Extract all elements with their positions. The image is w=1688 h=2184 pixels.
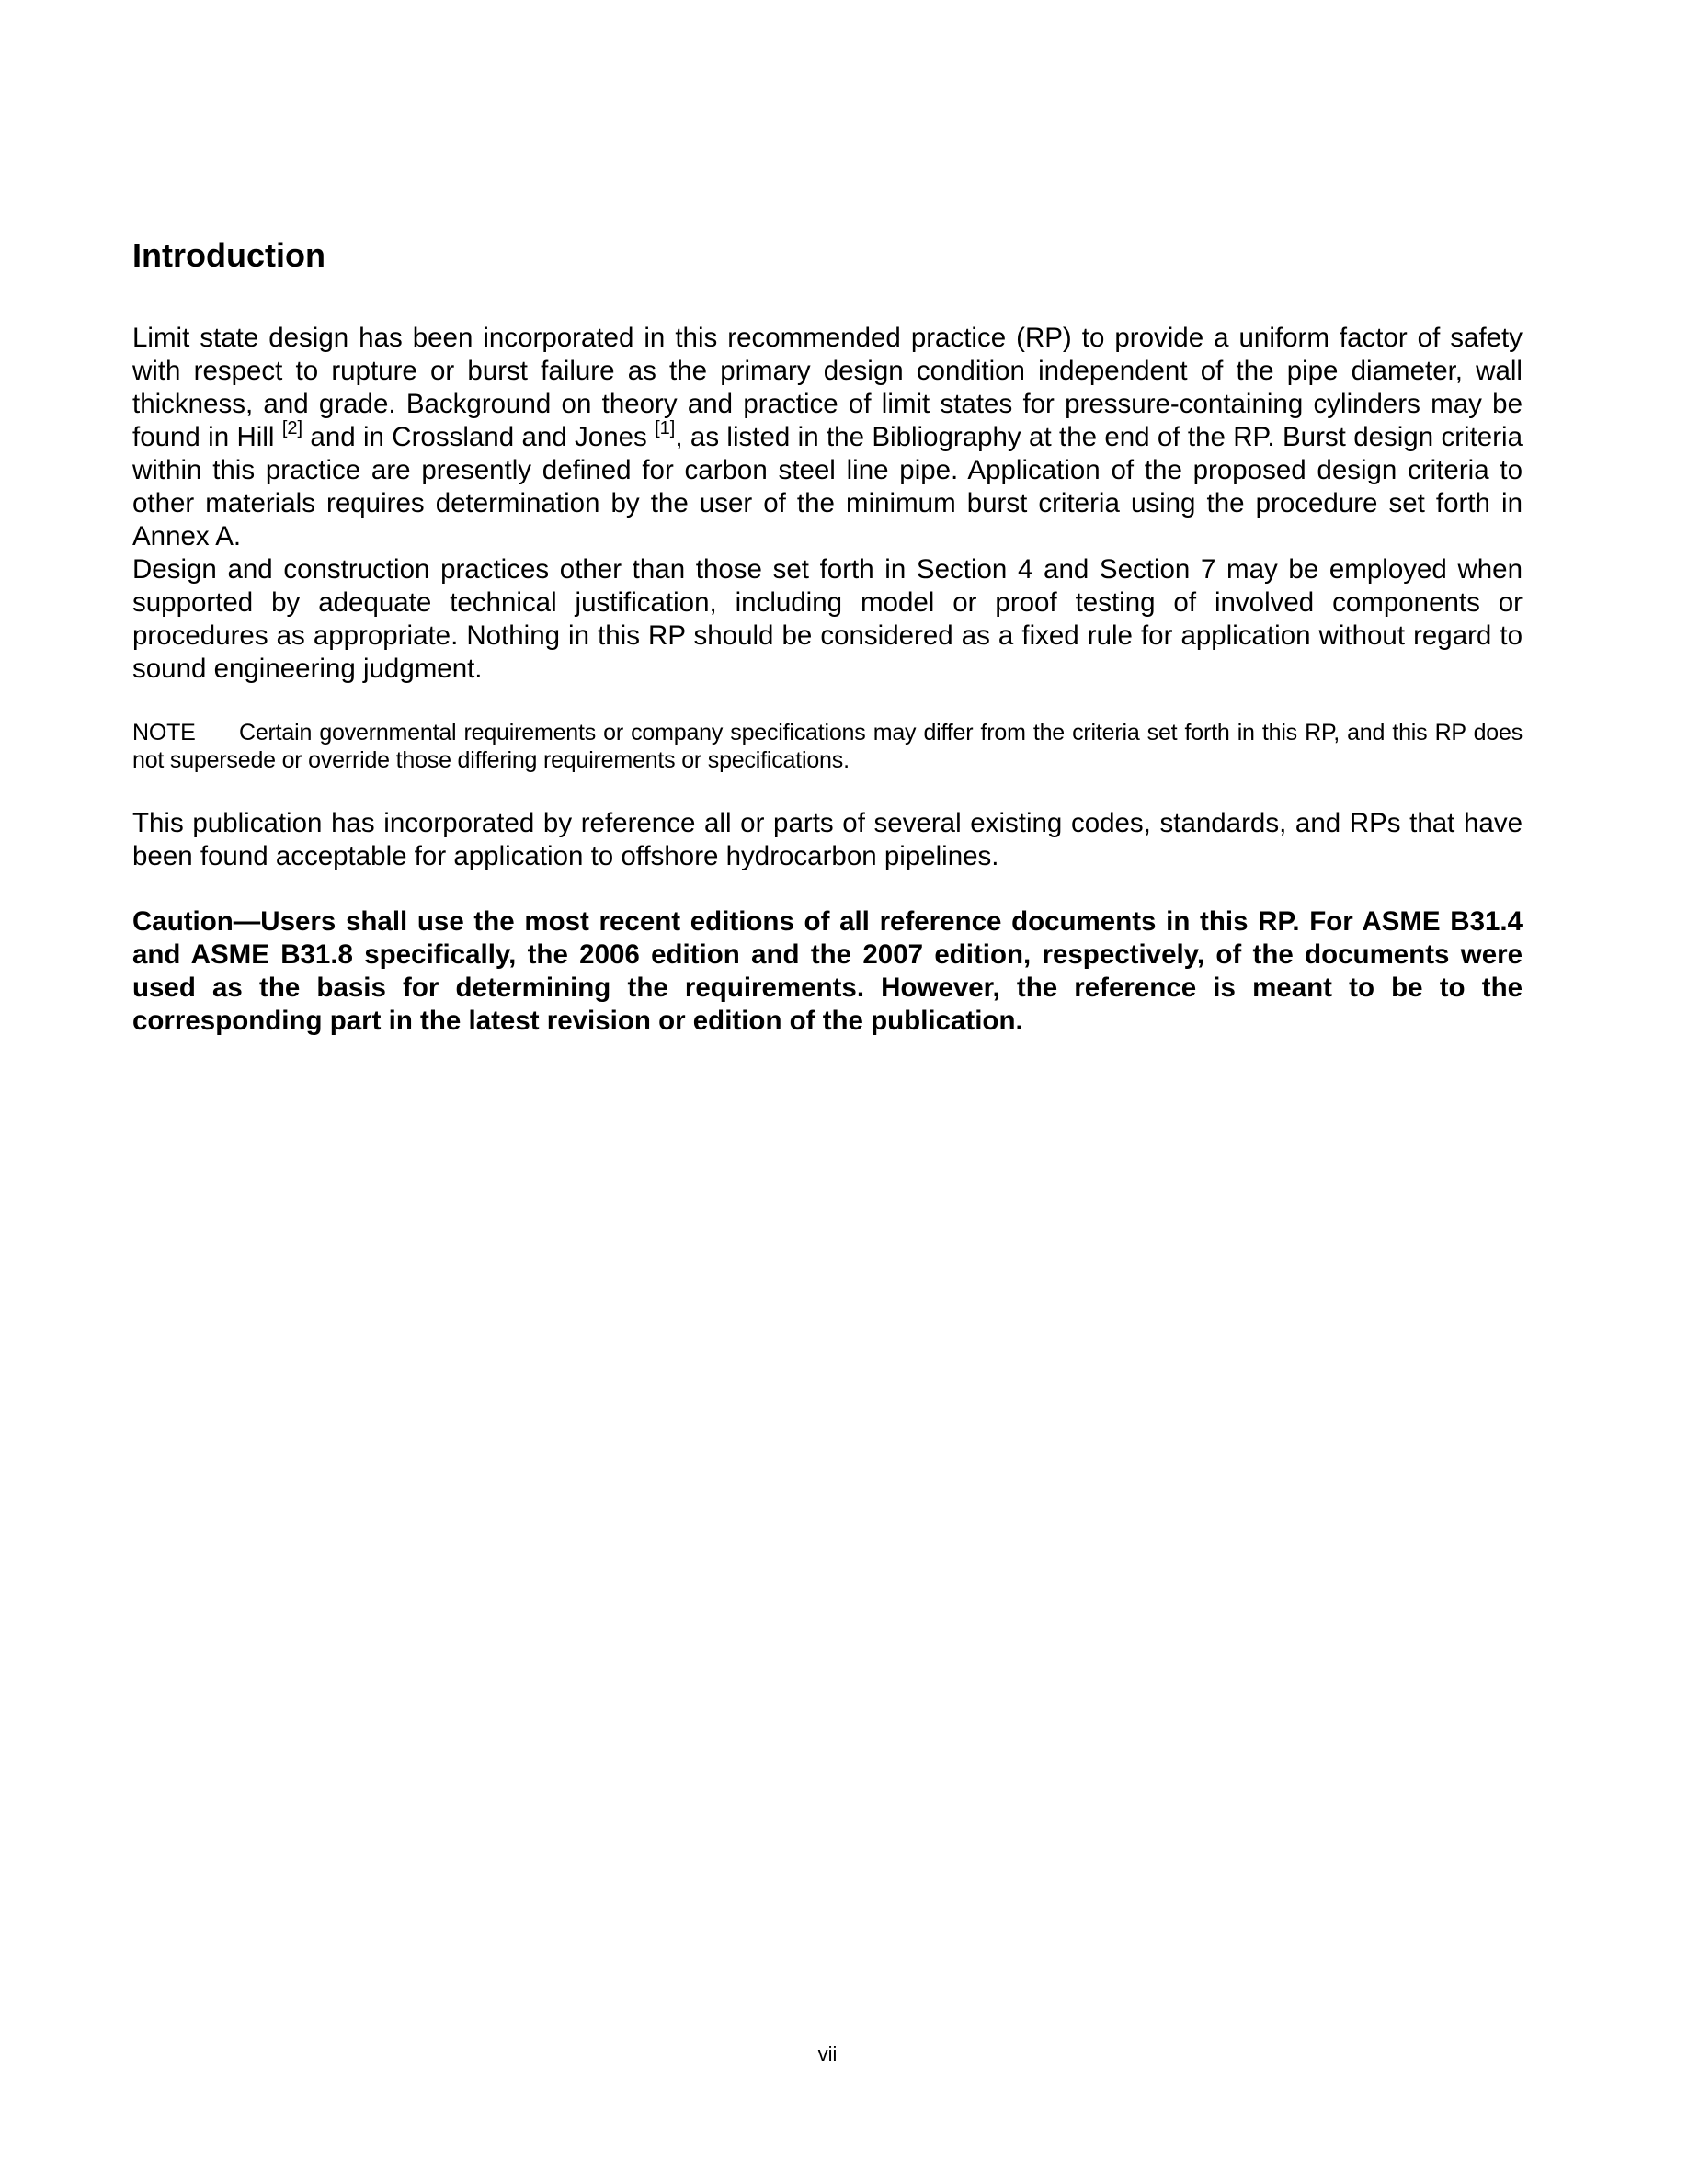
paragraph-text-part: Limit state design has been incorporated in this recommended practice (RP) to provide a uniform factor of safety with respect to rupture or burst failure as the primary design condition independent of the pipe diameter, wall thickness, and grade. Background on theory and practice of limit states for pressure-containing cylinders may be found in Hill: [132, 323, 1523, 452]
intro-paragraph-limit-state: [132, 322, 1523, 553]
page-number: vii: [817, 2042, 838, 2065]
document-page: [132, 0, 1523, 2184]
caution-paragraph: Caution—Users shall use the most recent editions of all reference documents in this RP. For ASME B31.4 and ASME B31.8 specifically, the 2006 edition and the 2007 edition, respectively, of the documents were used as the basis for determining the requirements. However, the reference is meant to be to the corresponding part in the latest revision or edition of the publication.: [132, 906, 1523, 1036]
note-label: NOTE: [132, 720, 196, 745]
citation-reference: [1]: [655, 418, 676, 439]
intro-paragraph-references: This publication has incorporated by reference all or parts of several existing codes, standards, and RPs that have been found acceptable for application to offshore hydrocarbon pipelines.: [132, 808, 1523, 871]
section-heading: Introduction: [132, 236, 325, 274]
note-text: Certain governmental requirements or company specifications may differ from the criteria set forth in this RP, and this RP does not supersede or override those differing requirements or specifications.: [132, 720, 1523, 773]
note-paragraph: [132, 719, 1523, 774]
citation-reference: [2]: [281, 418, 303, 439]
paragraph-text-part: , as listed in the Bibliography at the end of the RP. Burst design criteria within this practice are presently defined for carbon steel line pipe. Application of the proposed design criteria to other materials requires determination by the user of the minimum burst criteria using the procedure set forth in Annex A.: [132, 422, 1523, 552]
paragraph-text-part: and in Crossland and Jones: [302, 422, 656, 452]
intro-paragraph-design-practices: Design and construction practices other than those set forth in Section 4 and Section 7 may be employed when supported by adequate technical justification, including model or proof testing of involved components or procedures as appropriate. Nothing in this RP should be considered as a fixed rule for application without regard to sound engineering judgment.: [132, 554, 1523, 684]
